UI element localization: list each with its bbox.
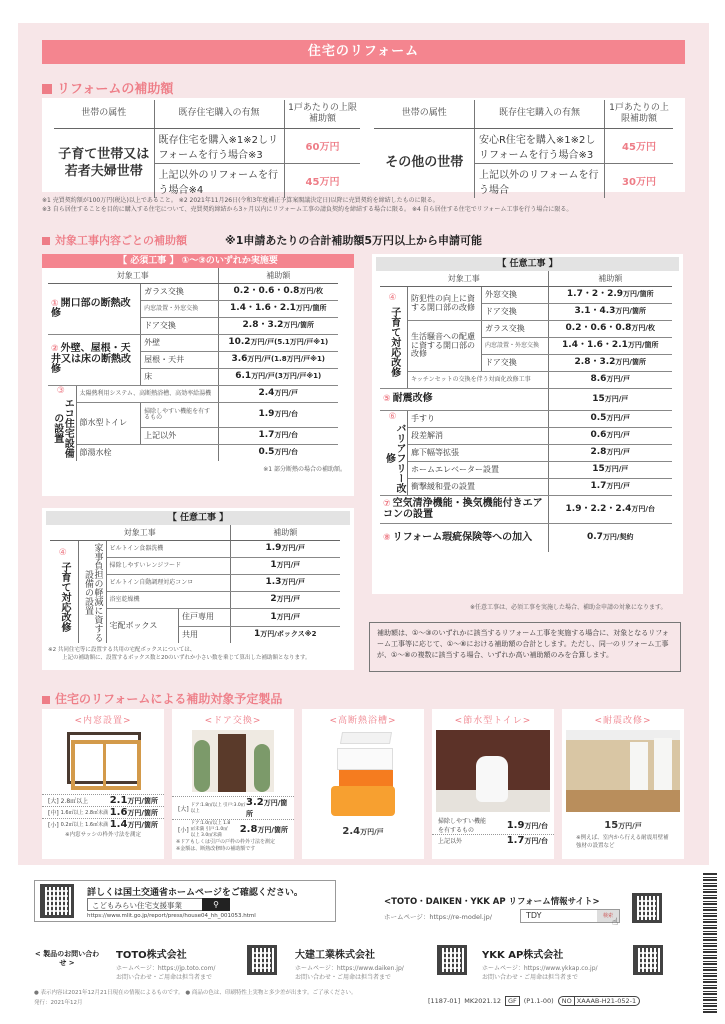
optional-works-left-table: 対象工事 補助額 ④ 子育て対応改修 家事負担の軽減に資する設備の設置 ビルトイン食器洗機 1.9万円/戸 掃除しやすいレンジフード 1万円/戸 ビルトイン自動調理対応コンロ 1.3万円/戸 浴室乾燥機 2万円/戸 宅配ボックス 住戸専用 1万円/戸 共用 1万円/ボックス※2	[50, 525, 340, 643]
mlit-search-input[interactable]: こどもみらい住宅支援事業	[87, 898, 227, 911]
reform-site-heading: <TOTO・DAIKEN・YKK AP リフォーム情報サイト>	[384, 897, 600, 907]
group-7: ⑦ 空気清浄機能・換気機能付きエアコンの設置	[380, 496, 548, 524]
group-4: ④ 子育て対応改修	[380, 287, 408, 389]
print-codes: [1187-01] MK2021.12 GF (P1.1-00) NO XAAAB-H21-052-1	[428, 996, 640, 1006]
required-works-table: 対象工事 補助額 ① 開口部の断熱改修 ガラス交換 0.2・0.6・0.8万円/枚 内窓設置・外窓交換 1.4・1.6・2.1万円/箇所 ドア交換 2.8・3.2万円/箇所 ② 外壁、屋根・天井又は床の断熱改修 外壁 10.2万円/戸(5.1万円/戸※1) 屋根・天井 3.6万円/戸(1.8万円/戸※1) 床 6.1万円/戸(3万円/戸※1) ③ エコ住宅設備の設置 太陽熱利用システム、高断熱浴槽、高効率給湯機 2.4万円/戸 節水型トイレ 掃除しやすい機能を有するもの 1.9万円/台 上記以外 1.7万円/台 節湯水栓 0.5万円/台	[48, 268, 338, 461]
disclaimer: ● 表示内容は2021年12月21日現在の情報によるものです。 ● 商品の色は、印刷特性上実物と多少差が出ます。ご了承ください。	[34, 990, 357, 996]
household-attr: その他の世帯	[374, 128, 474, 198]
work-section-note: ※1申請あたりの合計補助額5万円以上から申請可能	[225, 234, 482, 247]
household-attr: 子育て世帯又は若者夫婦世帯	[54, 128, 154, 198]
optional-works-left-card: 【 任意工事 】 対象工事 補助額 ④ 子育て対応改修 家事負担の軽減に資する設備の設置 ビルトイン食器洗機 1.9万円/戸 掃除しやすいレンジフード 1万円/戸 ビルトイン自動調理対応コンロ 1.3万円/戸 浴室乾燥機 2万円/戸 宅配ボックス 住戸専用 1万円/戸 共用 1万円/ボックス※2 ※2 共同住宅等に設置する共用の宅配ボックスについては、 上記の補助額に、設置するボックス数と20のいずれか小さい数を乗じて算出した補助額となります。	[42, 508, 354, 670]
qr-code[interactable]	[633, 945, 663, 975]
work-section-title: 対象工事内容ごとの補助額	[42, 232, 187, 248]
product-card-door: <ドア交換> [大] ドア:1.8㎡以上 引戸:3.0㎡以上 3.2万円/箇所 [小] ドア:1.0㎡以上 1.8㎡未満 引戸:1.0㎡以上 3.0㎡未満 2.8万円/箇所 ※ドアもしくは引戸の戸枠の枠外寸法を測定 ※金額は、断熱改修時の補助額です	[172, 709, 294, 859]
group-1: ① 開口部の断熱改修	[48, 284, 141, 335]
issued-date: 発行：2021年12月	[34, 1000, 83, 1006]
group-5: ⑤ 耐震改修	[380, 389, 548, 411]
product-card-bathtub: <高断熱浴槽> 2.4万円/戸	[302, 709, 424, 859]
subsidy-amount: 60万円	[284, 128, 360, 163]
search-icon: ⚲	[213, 900, 219, 909]
subsidy-amount: 45万円	[604, 128, 673, 163]
subsidy-card	[42, 98, 685, 196]
summary-note: 補助額は、①～③のいずれかに該当するリフォーム工事を実施する場合に、対象となるリフォーム工事等に応じて、①～⑧における補助額の合計とします。ただし、同一のリフォーム工事が、①～⑧の複数に該当する場合、いずれか高い補助額のみを合算します。	[369, 622, 681, 672]
company-ykkap: YKK AP株式会社 ホームページ：https://www.ykkap.co.jp/ お問い合わせ・ご用命は担当者まで	[482, 950, 598, 981]
seismic-price: 15万円/戸	[604, 820, 642, 831]
subsidy-section-title: リフォームの補助額	[42, 78, 173, 97]
group-6: ⑥ バリアフリー改修	[380, 411, 408, 496]
optional-works-right-table: 対象工事 補助額 ④ 子育て対応改修 防犯性の向上に資する開口部の改修 外窓交換 1.7・2・2.9万円/箇所 ドア交換 3.1・4.3万円/箇所 生活騒音への配慮に資する開口部の改修 ガラス交換 0.2・0.6・0.8万円/枚 内窓設置・外窓交換 1.4・1.6・2.1万円/箇所 ドア交換 2.8・3.2万円/箇所 キッチンセットの交換を伴う対面化改修工事 8.6万円/戸 ⑤ 耐震改修 15万円/戸 ⑥ バリアフリー改修 手すり 0.5万円/戸 段差解消 0.6万円/戸 廊下幅等拡張 2.8万円/戸 ホームエレベーター設置 15万円/戸 衝撃緩和畳の設置 1.7万円/戸 ⑦ 空気清浄機能・換気機能付きエアコンの設置 1.9・2.2・2.4万円/台 ⑧ リフォーム瑕疵保険等への加入 0.7万円/契約	[380, 271, 672, 552]
toilet-image	[436, 730, 550, 812]
door-image	[192, 730, 274, 792]
search-button[interactable]	[202, 898, 230, 911]
products-section-title: 住宅のリフォームによる補助対象予定製品	[42, 690, 282, 707]
square-bullet-icon	[42, 696, 50, 704]
square-bullet-icon	[42, 84, 52, 94]
reform-site-homepage[interactable]: ホームページ：https://re-model.jp/	[384, 913, 492, 921]
group-8: ⑧ リフォーム瑕疵保険等への加入	[380, 524, 548, 552]
subsidy-table-right: 世帯の属性 既存住宅購入の有無 1戸あたりの上限補助額 その他の世帯 安心R住宅を購入※1※2しリフォームを行う場合※3 45万円 上記以外のリフォームを行う場合 30万円	[374, 100, 673, 198]
optional-works-heading: 【 任意工事 】	[376, 257, 679, 271]
subsidy-amount: 30万円	[622, 177, 656, 189]
bathtub-image	[323, 730, 403, 820]
reform-search-box	[520, 909, 620, 923]
reform-search-input[interactable]: TDY	[526, 911, 542, 920]
seismic-image	[566, 730, 680, 812]
square-bullet-icon	[42, 237, 50, 245]
company-daiken: 大建工業株式会社 ホームページ：https://www.daiken.jp/ お問い合わせ・ご用命は担当者まで	[295, 950, 404, 981]
bathtub-price: 2.4万円/戸	[342, 826, 384, 837]
optional-works-footnote: ※任意工事は、必須工事を実施した場合、補助金申請の対象になります。	[470, 604, 667, 611]
qr-code[interactable]	[247, 945, 277, 975]
company-toto: TOTO株式会社 ホームページ：https://jp.toto.com/ お問い合わせ・ご用命は担当者まで	[116, 950, 216, 981]
pointer-hand-icon: ☝	[612, 917, 619, 928]
subsidy-amount: 45万円	[305, 177, 340, 189]
qr-code[interactable]	[632, 893, 662, 923]
reform-search-button[interactable]: 検索	[597, 910, 619, 922]
product-card-seismic: <耐震改修> 15万円/戸 ※例えば、室内から行える耐震用壁補強材の設置など	[562, 709, 684, 859]
group-4: ④ 子育て対応改修	[50, 541, 78, 644]
qr-code[interactable]	[437, 945, 467, 975]
subsidy-footnotes: ※1 売買契約額が100万円(税込)以上であること。 ※2 2021年11月26日(令和3年度補正予算案閣議決定日)以降に売買契約を締結したものに限る。 ※3 自ら居住することを目的に購入する住宅について、売買契約締結から3ヶ月以内にリフォーム工事の請負契約を締結する場合に限る。 ※4 自ら居住する住宅でリフォーム工事を行う場合に限る。	[42, 197, 573, 213]
product-card-inner-window: <内窓設置> [大] 2.8㎡以上 2.1万円/箇所 [中] 1.6㎡以上 2.8㎡未満 1.6万円/箇所 [小] 0.2㎡以上 1.6㎡未満 1.4万円/箇所 ※内窓サッシの枠外寸法を測定	[42, 709, 164, 859]
group-2: ② 外壁、屋根・天井又は床の断熱改修	[48, 335, 141, 386]
required-works-card: 【 必須工事 】 ①～③のいずれか実施要 対象工事 補助額 ① 開口部の断熱改修 ガラス交換 0.2・0.6・0.8万円/枚 内窓設置・外窓交換 1.4・1.6・2.1万円/箇所 ドア交換 2.8・3.2万円/箇所 ② 外壁、屋根・天井又は床の断熱改修 外壁 10.2万円/戸(5.1万円/戸※1) 屋根・天井 3.6万円/戸(1.8万円/戸※1) 床 6.1万円/戸(3万円/戸※1) ③ エコ住宅設備の設置 太陽熱利用システム、高断熱浴槽、高効率給湯機 2.4万円/戸 節水型トイレ 掃除しやすい機能を有するもの 1.9万円/台 上記以外 1.7万円/台 節湯水栓 0.5万円/台 ※1 部分断熱の場合の補助額。	[42, 254, 354, 496]
page-banner: 住宅のリフォーム	[42, 40, 685, 64]
qr-code[interactable]	[40, 884, 74, 918]
product-card-toilet: <節水型トイレ> 掃除しやすい機能を有するもの 1.9万円/台 上記以外 1.7万円/台	[432, 709, 554, 859]
mlit-info-box: 詳しくは国土交通省ホームページをご確認ください。 こどもみらい住宅支援事業 ⚲ https://www.mlit.go.jp/report/press/house04_hh_001053.html	[34, 880, 336, 922]
contact-label: < 製品のお問い合わせ >	[34, 950, 100, 968]
required-works-heading: 【 必須工事 】 ①～③のいずれか実施要	[42, 254, 354, 268]
optional-works-heading: 【 任意工事 】	[46, 511, 350, 525]
barcode	[703, 873, 717, 1013]
subsidy-table-left: 世帯の属性 既存住宅購入の有無 1戸あたりの上限補助額 子育て世帯又は若者夫婦世帯 既存住宅を購入※1※2しリフォームを行う場合※3 60万円 上記以外のリフォームを行う場合※4 45万円	[54, 100, 360, 198]
optional-works-right-card	[372, 254, 683, 594]
group-3: ③ エコ住宅設備の設置	[48, 386, 76, 462]
inner-window-image	[63, 730, 143, 792]
